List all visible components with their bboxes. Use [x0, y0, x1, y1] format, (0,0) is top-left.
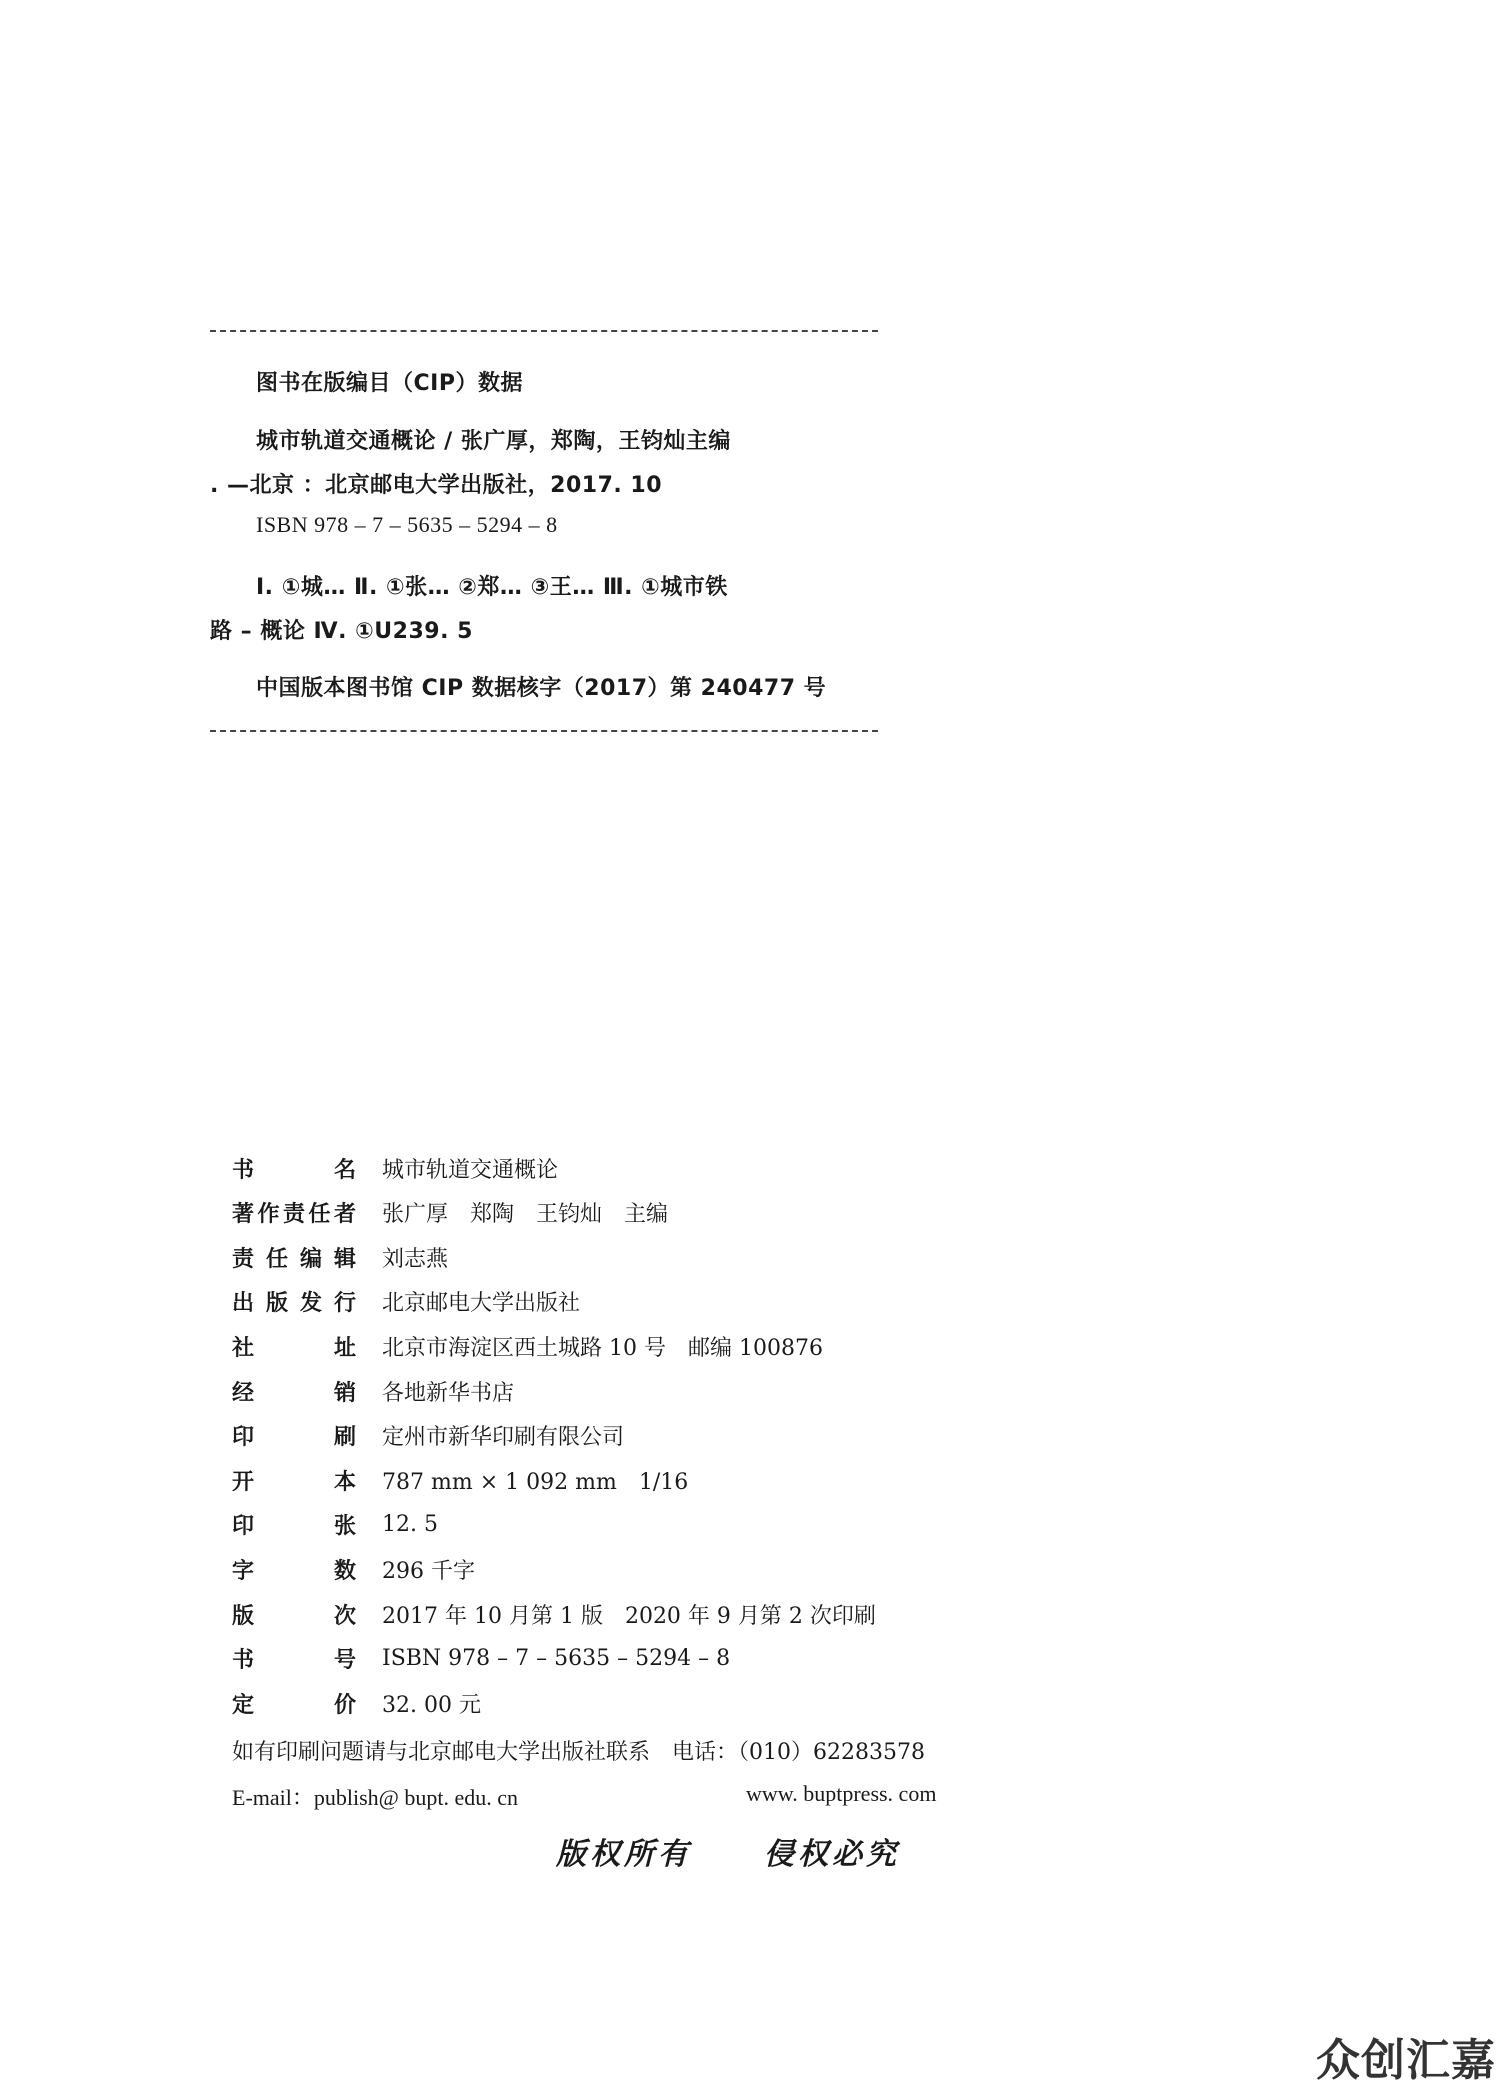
info-value: 32. 00 元 [382, 1692, 481, 1718]
info-value: 刘志燕 [382, 1246, 449, 1272]
info-row [232, 1421, 624, 1451]
infringement-notice: 侵权必究 [764, 1837, 900, 1872]
info-label: 书 号 [232, 1648, 356, 1674]
info-label: 书 名 [232, 1157, 356, 1183]
info-value: 787 mm × 1 092 mm 1/16 [382, 1469, 689, 1495]
contact-email: E-mail：publish@ bupt. edu. cn [232, 1785, 519, 1810]
info-label: 定 价 [232, 1692, 356, 1718]
info-value: 北京邮电大学出版社 [382, 1291, 581, 1317]
print-issue-contact: 如有印刷问题请与北京邮电大学出版社联系 电话：（010）62283578 [232, 1740, 925, 1765]
info-value: 12. 5 [382, 1512, 438, 1538]
info-row [232, 1198, 668, 1228]
cip-isbn-line: ISBN 978 – 7 – 5635 – 5294 – 8 [256, 512, 558, 537]
cip-number-line: 中国版本图书馆 CIP 数据核字（2017）第 240477 号 [256, 676, 827, 701]
info-value: 北京市海淀区西土城路 10 号 邮编 100876 [382, 1335, 823, 1361]
info-row [232, 1242, 448, 1272]
info-label: 责 任 编 辑 [232, 1246, 356, 1272]
info-row [232, 1554, 475, 1584]
info-row [232, 1688, 481, 1718]
cip-classification-line-2: 路 – 概论 Ⅳ. ①U239. 5 [210, 619, 473, 644]
cip-publisher-line: . —北京 ：北京邮电大学出版社，2017. 10 [210, 473, 663, 498]
info-label: 出 版 发 行 [232, 1291, 356, 1317]
cip-top-divider [210, 330, 878, 332]
info-label: 经 销 [232, 1380, 356, 1406]
info-value: 2017 年 10 月第 1 版 2020 年 9 月第 2 次印刷 [382, 1603, 876, 1629]
info-label: 字 数 [232, 1558, 356, 1584]
info-label: 著 作 责 任 者 [232, 1202, 356, 1228]
rights-reserved: 版权所有 [556, 1837, 692, 1872]
info-row [232, 1465, 688, 1495]
info-label: 印 刷 [232, 1425, 356, 1451]
info-row [232, 1376, 514, 1406]
info-label: 开 本 [232, 1469, 356, 1495]
info-row [232, 1153, 558, 1183]
info-value: 各地新华书店 [382, 1380, 515, 1406]
info-value: 城市轨道交通概论 [382, 1157, 559, 1183]
watermark-logo: 众创汇嘉 [1316, 2035, 1496, 2086]
info-label: 社 址 [232, 1335, 356, 1361]
contact-row [232, 1781, 952, 1811]
contact-website: www. buptpress. com [746, 1781, 937, 1806]
info-label: 版 次 [232, 1603, 356, 1629]
cip-classification-line-1: Ⅰ. ①城… Ⅱ. ①张… ②郑… ③王… Ⅲ. ①城市铁 [256, 575, 728, 600]
info-row [232, 1510, 438, 1540]
info-label: 印 张 [232, 1514, 356, 1540]
info-value: 定州市新华印刷有限公司 [382, 1425, 625, 1451]
info-row [232, 1644, 730, 1674]
info-row [232, 1599, 876, 1629]
cip-bottom-divider [210, 730, 878, 732]
info-row [232, 1331, 823, 1361]
cip-heading: 图书在版编目（CIP）数据 [256, 371, 523, 396]
info-value: ISBN 978 – 7 – 5635 – 5294 – 8 [382, 1646, 731, 1672]
info-value: 张广厚 郑陶 王钧灿 主编 [382, 1202, 669, 1228]
info-value: 296 千字 [382, 1558, 475, 1584]
info-row [232, 1287, 580, 1317]
cip-title-line: 城市轨道交通概论 / 张广厚，郑陶，王钧灿主编 [256, 429, 731, 454]
copyright-notice [556, 1829, 900, 1873]
